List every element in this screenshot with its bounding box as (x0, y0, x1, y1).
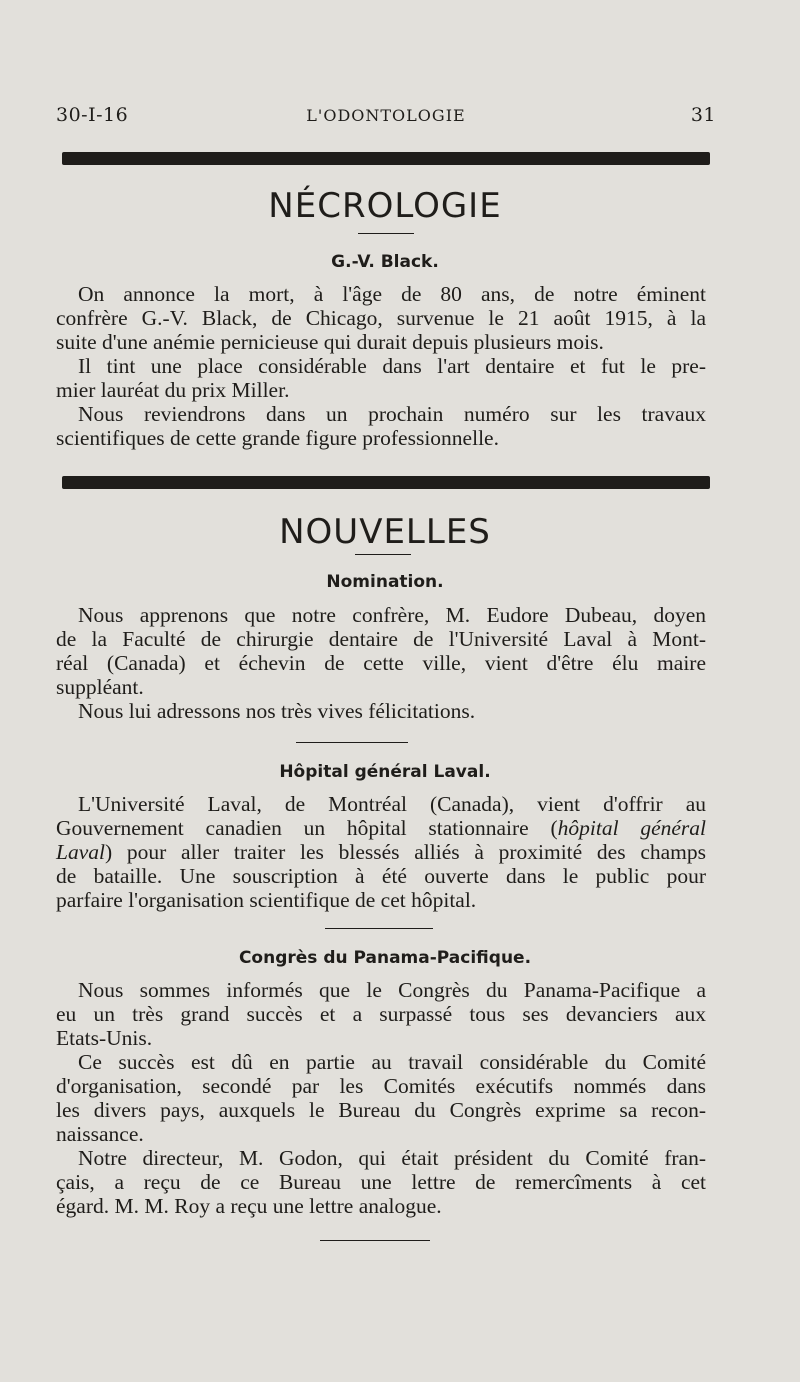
text-line: les divers pays, auxquels le Bureau du Congrès exprime sa recon- (56, 1098, 706, 1122)
journal-title: L'ODONTOLOGIE (306, 106, 466, 125)
section-divider (325, 928, 433, 929)
text-line: de la Faculté de chirurgie dentaire de l'Université Laval à Mont- (56, 627, 706, 651)
text-line: scientifiques de cette grande figure professionnelle. (56, 426, 499, 450)
necrologie-subtitle: G.-V. Black. (331, 252, 439, 272)
text-line: Nous sommes informés que le Congrès du Panama-Pacifique a (78, 978, 706, 1002)
text-line: mier lauréat du prix Miller. (56, 378, 290, 402)
hopital-subtitle: Hôpital général Laval. (279, 762, 491, 782)
section-divider (296, 742, 408, 743)
text-line: suite d'une anémie pernicieuse qui durait depuis plusieurs mois. (56, 330, 604, 354)
text-line: suppléant. (56, 675, 144, 699)
hopital-text (56, 792, 706, 912)
text-line: de bataille. Une souscription à été ouverte dans le public pour (56, 864, 706, 888)
text-line: Ce succès est dû en partie au travail considérable du Comité (78, 1050, 706, 1074)
text-line: Nous apprenons que notre confrère, M. Eudore Dubeau, doyen (78, 603, 706, 627)
text-line: Nous reviendrons dans un prochain numéro sur les travaux (78, 402, 706, 426)
page-number: 31 (690, 104, 716, 126)
text-line: d'organisation, secondé par les Comités exécutifs nommés dans (56, 1074, 706, 1098)
text-line (56, 816, 706, 840)
text-line: parfaire l'organisation scientifique de cet hôpital. (56, 888, 477, 912)
text-line: On annonce la mort, à l'âge de 80 ans, de notre éminent (78, 282, 706, 306)
necrologie-text (56, 282, 706, 450)
text-line (56, 840, 706, 864)
congres-text (56, 978, 706, 1218)
heading-underline (358, 233, 414, 234)
heading-underline (355, 554, 411, 555)
text-line: Etats-Unis. (56, 1026, 153, 1050)
nouvelles-heading: NOUVELLES (279, 512, 491, 552)
text-line: Nous lui adressons nos très vives félicitations. (78, 699, 476, 723)
text-fragment: ) pour aller traiter les blessés alliés à proximité des champs (104, 840, 706, 864)
italic-fragment: Laval (56, 840, 105, 864)
italic-fragment: hôpital général (557, 816, 706, 840)
nomination-subtitle: Nomination. (326, 572, 444, 592)
text-fragment: Gouvernement canadien un hôpital stationnaire ( (56, 816, 558, 840)
closing-divider (320, 1240, 430, 1241)
text-line: çais, a reçu de ce Bureau une lettre de remercîments à cet (56, 1170, 706, 1194)
necrologie-heading: NÉCROLOGIE (268, 186, 502, 226)
text-line: Notre directeur, M. Godon, qui était président du Comité fran- (78, 1146, 706, 1170)
text-line: confrère G.-V. Black, de Chicago, survenue le 21 août 1915, à la (56, 306, 706, 330)
text-line: égard. M. M. Roy a reçu une lettre analogue. (56, 1194, 442, 1218)
nomination-text (56, 603, 706, 723)
text-line: Il tint une place considérable dans l'art dentaire et fut le pre- (78, 354, 706, 378)
ornamental-rule-middle (62, 476, 710, 489)
ornamental-rule-top (62, 152, 710, 165)
text-line: eu un très grand succès et a surpassé tous ses devanciers aux (56, 1002, 706, 1026)
running-head (56, 104, 716, 134)
text-line: naissance. (56, 1122, 144, 1146)
text-line: L'Université Laval, de Montréal (Canada), vient d'offrir au (78, 792, 706, 816)
issue-date: 30-I-16 (56, 104, 129, 126)
text-line: réal (Canada) et échevin de cette ville, vient d'être élu maire (56, 651, 706, 675)
congres-subtitle: Congrès du Panama-Pacifique. (238, 948, 532, 968)
